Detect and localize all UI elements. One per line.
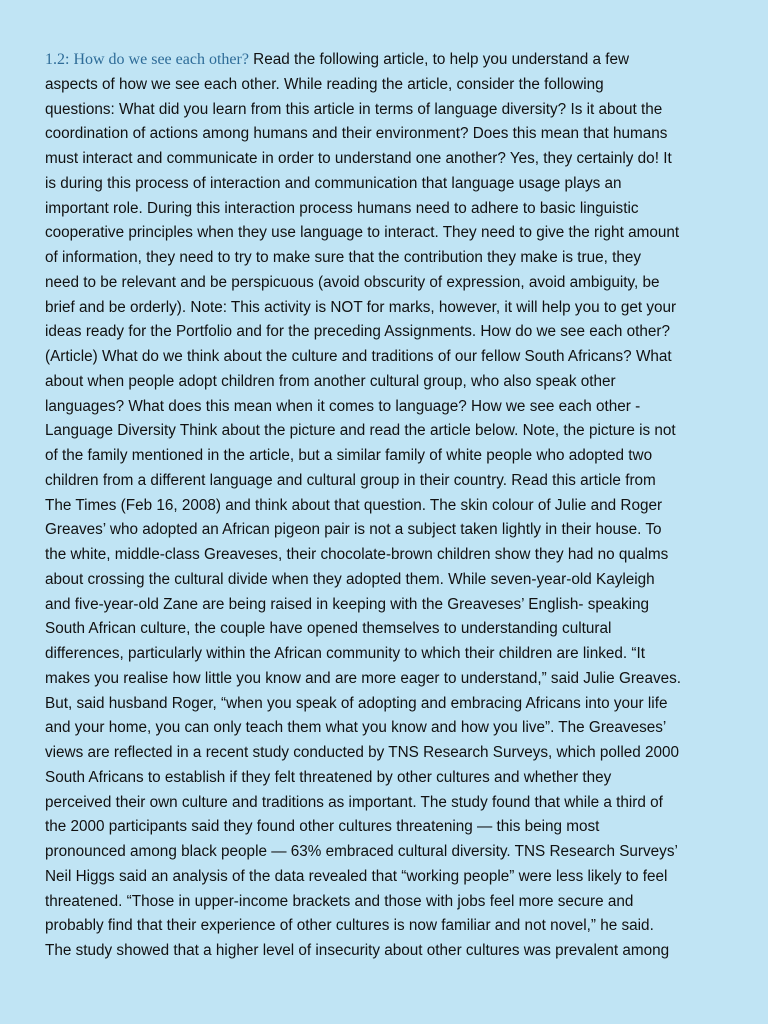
body-line: and your home, you can only teach them what you know and how you live”. The Greaveses’ — [45, 719, 667, 737]
section-heading: 1.2: How do we see each other? — [45, 51, 249, 68]
body-line: about crossing the cultural divide when they adopted them. While seven-year-old Kayleigh — [45, 570, 655, 588]
body-line: threatened. “Those in upper-income brackets and those with jobs feel more secure and — [45, 892, 634, 910]
body-line: of information, they need to try to make sure that the contribution they make is true, they — [45, 249, 642, 266]
body-line: cooperative principles when they use language to interact. They need to give the right amount — [45, 224, 680, 242]
body-line: coordination of actions among humans and their environment? Does this mean that humans — [45, 125, 668, 143]
body-line: pronounced among black people — 63% embraced cultural diversity. TNS Research Surveys’ — [45, 843, 678, 860]
body-line: must interact and communicate in order to understand one another? Yes, they certainly do! It — [45, 150, 672, 167]
body-line: important role. During this interaction process humans need to adhere to basic linguistic — [45, 199, 639, 217]
body-line: probably find that their experience of other cultures is now familiar and not novel,” he said. — [45, 917, 654, 935]
body-line: the white, middle-class Greaveses, their chocolate-brown children show they had no qualms — [45, 546, 669, 563]
body-line: of the family mentioned in the article, but a similar family of white people who adopted two — [45, 447, 653, 464]
body-line: languages? What does this mean when it comes to language? How we see each other - — [45, 397, 641, 415]
body-line: differences, particularly within the African community to which their children are linked. “It — [45, 645, 645, 662]
body-line: Greaves’ who adopted an African pigeon pair is not a subject taken lightly in their house. To — [45, 521, 662, 539]
body-line: need to be relevant and be perspicuous (avoid obscurity of expression, avoid ambiguity, be — [45, 273, 660, 291]
body-line: the 2000 participants said they found other cultures threatening — this being most — [45, 818, 600, 836]
body-line: Read the following article, to help you understand a few — [253, 51, 630, 68]
body-line: South Africans to establish if they felt threatened by other cultures and whether they — [45, 768, 612, 786]
body-line: Language Diversity Think about the picture and read the article below. Note, the picture is not — [45, 422, 676, 440]
body-line: aspects of how we see each other. While reading the article, consider the following — [45, 75, 604, 93]
body-line: But, said husband Roger, “when you speak of adopting and embracing Africans into your life — [45, 694, 668, 712]
body-line: ideas ready for the Portfolio and for the preceding Assignments. How do we see each other? — [45, 323, 670, 341]
body-line: perceived their own culture and traditions as important. The study found that while a third of — [45, 793, 663, 811]
body-line: The Times (Feb 16, 2008) and think about that question. The skin colour of Julie and Roger — [45, 496, 663, 514]
body-line: Neil Higgs said an analysis of the data revealed that “working people” were less likely to feel — [45, 867, 668, 885]
body-line: South African culture, the couple have opened themselves to understanding cultural — [45, 620, 612, 638]
body-line: about when people adopt children from another cultural group, who also speak other — [45, 372, 616, 390]
body-line: children from a different language and cultural group in their country. Read this article from — [45, 471, 656, 489]
body-line: brief and be orderly). Note: This activity is NOT for marks, however, it will help you to get your — [45, 298, 677, 316]
body-line: questions: What did you learn from this article in terms of language diversity? Is it about the — [45, 100, 663, 118]
article-body — [45, 48, 725, 964]
body-line: The study showed that a higher level of insecurity about other cultures was prevalent among — [45, 942, 670, 959]
body-line: and five-year-old Zane are being raised in keeping with the Greaveses’ English- speaking — [45, 595, 650, 613]
body-line: makes you realise how little you know and are more eager to understand,” said Julie Greaves. — [45, 669, 682, 687]
first-line — [45, 48, 725, 73]
body-line: (Article) What do we think about the culture and traditions of our fellow South Africans? What — [45, 348, 672, 365]
body-line: is during this process of interaction and communication that language usage plays an — [45, 174, 622, 192]
body-line: views are reflected in a recent study conducted by TNS Research Surveys, which polled 2000 — [45, 744, 680, 761]
